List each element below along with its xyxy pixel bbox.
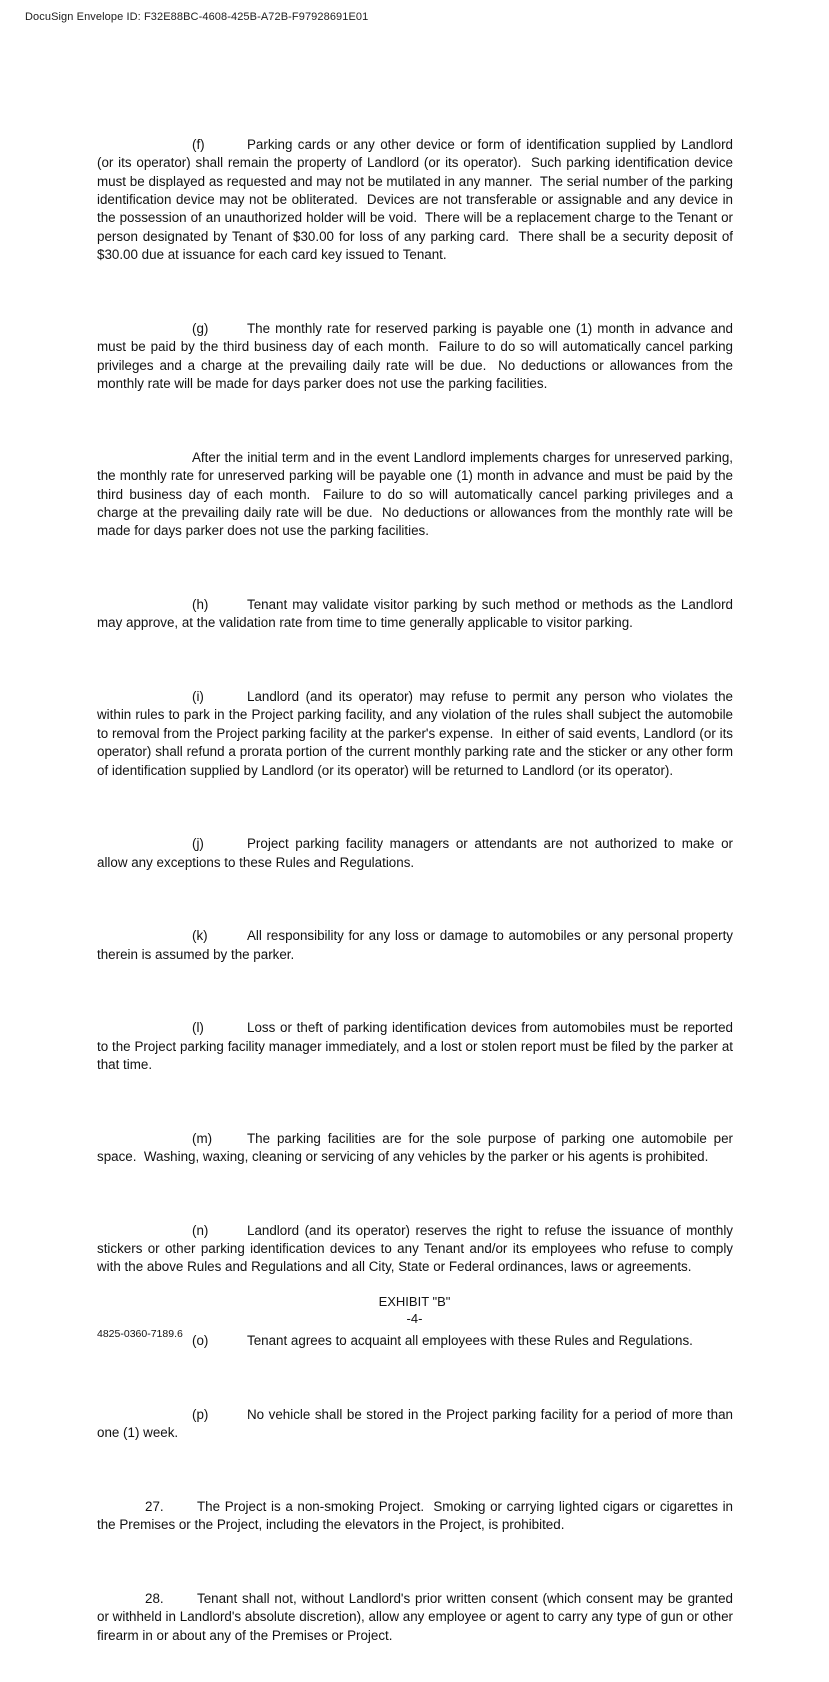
paragraph-28	[97, 1590, 737, 1645]
paragraph-g	[97, 320, 737, 394]
paragraph-h-text: Tenant may validate visitor parking by such method or methods as the Landlord may approve, at the validation rate from time to time generally applicable to visitor parking.	[97, 596, 737, 631]
paragraph-k-label: (k)	[192, 928, 208, 944]
paragraph-k	[97, 927, 737, 964]
paragraph-m-text: The parking facilities are for the sole purpose of parking one automobile per space. Washing, waxing, cleaning or servicing of any vehicles by the parker or his agents is prohibited.	[97, 1130, 737, 1165]
paragraph-f	[97, 136, 737, 265]
paragraph-o	[97, 1332, 733, 1350]
paragraph-g-continuation	[97, 449, 737, 541]
paragraph-28-label: 28.	[145, 1590, 164, 1606]
paragraph-k-text: All responsibility for any loss or damage to automobiles or any personal property therein is assumed by the parker.	[97, 928, 737, 962]
paragraph-g-continuation-text: After the initial term and in the event Landlord implements charges for unreserved parking, the monthly rate for unreserved parking will be payable one (1) month in advance and must be paid by the third business day of each month. Failure to do so will automatically cancel parking privileges and a charge at the prevailing daily rate will be due. No deductions or allowances from the monthly rate will be made for days parker does not use the parking facilities.	[97, 449, 737, 539]
paragraph-h	[97, 596, 737, 633]
paragraph-n-label: (n)	[192, 1222, 209, 1238]
paragraph-p	[97, 1406, 737, 1443]
document-control-number: 4825-0360-7189.6	[97, 1328, 183, 1340]
paragraph-o-label: (o)	[192, 1333, 209, 1349]
paragraph-g-label: (g)	[192, 320, 209, 336]
paragraph-l-label: (l)	[192, 1020, 204, 1036]
paragraph-27	[97, 1498, 737, 1535]
paragraph-j	[97, 835, 737, 872]
paragraph-p-label: (p)	[192, 1406, 209, 1422]
document-text-block	[97, 99, 737, 1682]
paragraph-j-text: Project parking facility managers or attendants are not authorized to make or allow any exceptions to these Rules and Regulations.	[97, 836, 737, 870]
docusign-envelope-id: DocuSign Envelope ID: F32E88BC-4608-425B-A72B-F97928691E01	[25, 11, 369, 23]
paragraph-g-text: The monthly rate for reserved parking is payable one (1) month in advance and must be paid by the third business day of each month. Failure to do so will automatically cancel parking privileges and a charge at the prevailing daily rate will be due. No deductions or allowances from the monthly rate will be made for days parker does not use the parking facilities.	[97, 320, 737, 392]
paragraph-i	[97, 688, 737, 780]
paragraph-f-label: (f)	[192, 136, 205, 152]
page-number: -4-	[406, 1311, 423, 1326]
paragraph-i-text: Landlord (and its operator) may refuse to permit any person who violates the within rules to park in the Project parking facility, and any violation of the rules shall subject the automobile to removal from the Project parking facility at the parker's expense. In either of said events, Landlord (or its operator) shall refund a prorata portion of the current monthly parking rate and the sticker or any other form of identification supplied by Landlord (or its operator) will be returned to Landlord (or its operator).	[97, 688, 737, 778]
paragraph-l	[97, 1019, 737, 1074]
paragraph-h-label: (h)	[192, 596, 209, 612]
paragraph-n	[97, 1222, 737, 1277]
paragraph-28-text: Tenant shall not, without Landlord's prior written consent (which consent may be granted or withheld in Landlord's absolute discretion), allow any employee or agent to carry any type of gun or other firearm in or about any of the Premises or Project.	[97, 1590, 737, 1643]
paragraph-m-label: (m)	[192, 1130, 213, 1146]
paragraph-p-text: No vehicle shall be stored in the Project parking facility for a period of more than one (1) week.	[97, 1406, 737, 1441]
paragraph-m	[97, 1130, 737, 1167]
paragraph-i-label: (i)	[192, 688, 204, 704]
paragraph-n-text: Landlord (and its operator) reserves the right to refuse the issuance of monthly stickers or other parking identification devices to any Tenant and/or its employees who refuse to comply with the above Rules and Regulations and all City, State or Federal ordinances, laws or agreements.	[97, 1222, 737, 1275]
paragraph-27-text: The Project is a non-smoking Project. Smoking or carrying lighted cigars or cigarettes in the Premises or the Project, including the elevators in the Project, is prohibited.	[97, 1498, 737, 1533]
paragraph-l-text: Loss or theft of parking identification devices from automobiles must be reported to the Project parking facility manager immediately, and a lost or stolen report must be filed by the parker at that time.	[97, 1020, 737, 1073]
paragraph-f-text: Parking cards or any other device or form of identification supplied by Landlord (or its operator) shall remain the property of Landlord (or its operator). Such parking identification device must be displayed as requested and may not be mutilated in any manner. The serial number of the parking identification device may not be obliterated. Devices are not transferable or assignable and any device in the possession of an unauthorized holder will be void. There will be a replacement charge to the Tenant or person designated by Tenant of $30.00 for loss of any parking card. There shall be a security deposit of $30.00 due at issuance for each card key issued to Tenant.	[97, 136, 737, 263]
paragraph-27-label: 27.	[145, 1498, 164, 1514]
exhibit-label: EXHIBIT "B"	[378, 1294, 451, 1309]
paragraph-o-text: Tenant agrees to acquaint all employees with these Rules and Regulations.	[247, 1333, 693, 1349]
paragraph-j-label: (j)	[192, 836, 204, 852]
